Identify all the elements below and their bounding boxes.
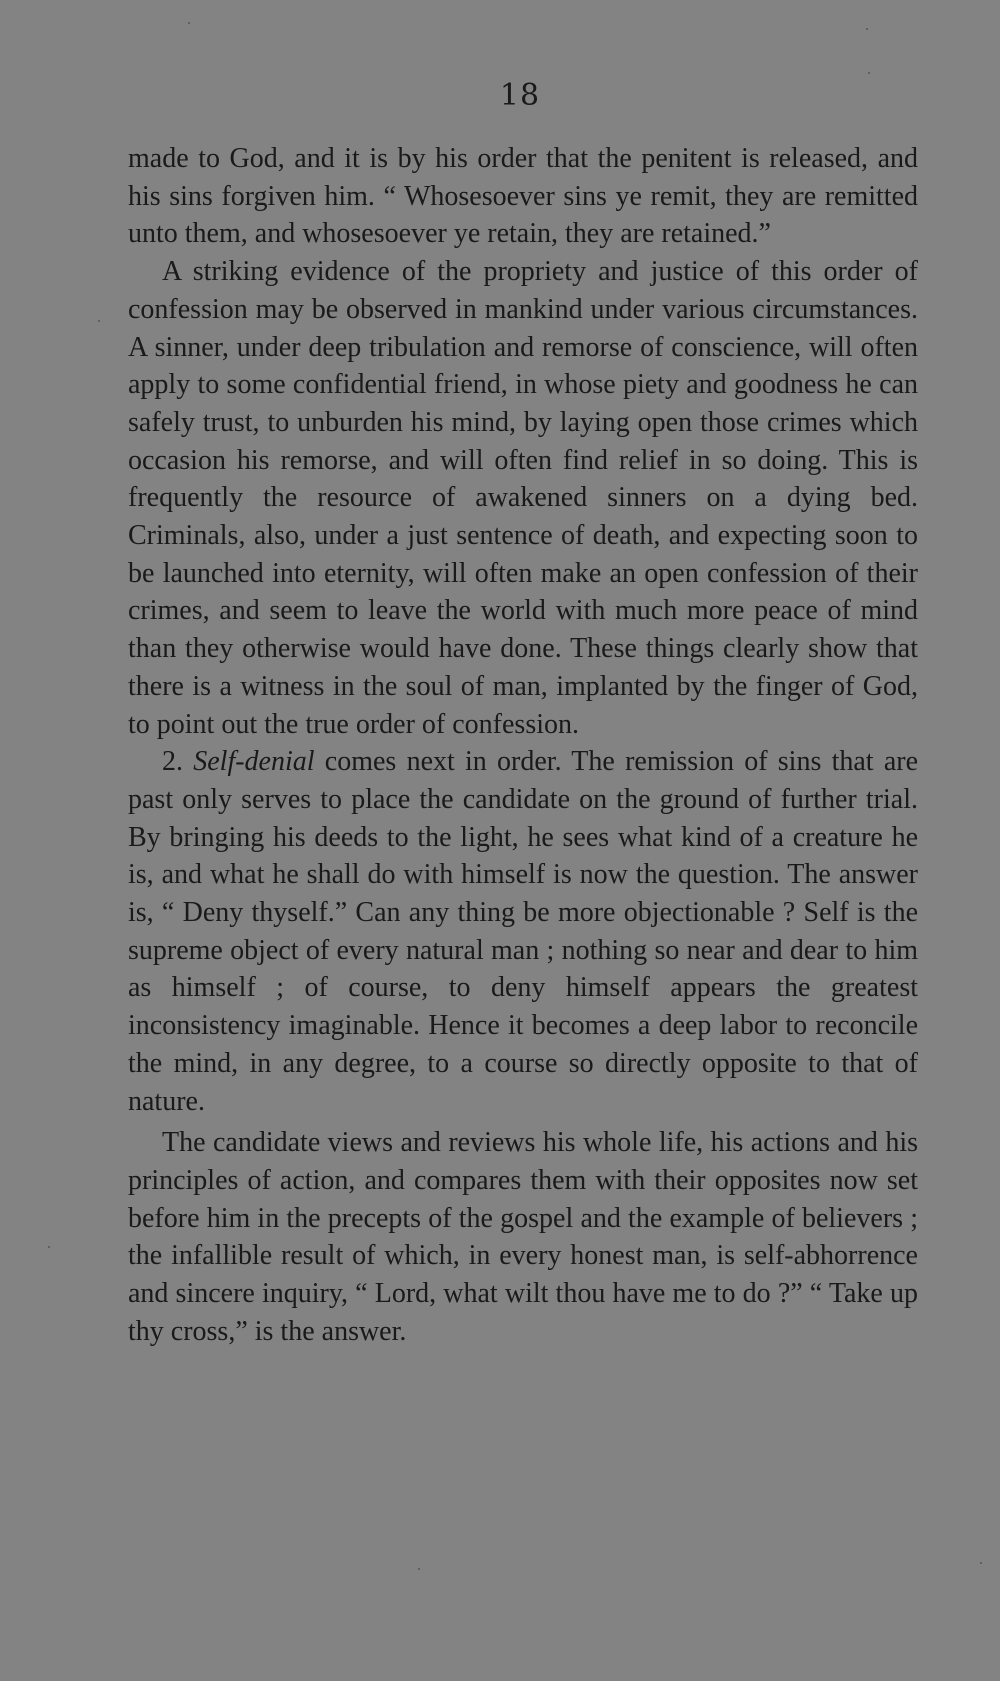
section-number: 2. (162, 746, 183, 778)
scan-speck (868, 72, 870, 74)
paragraph-striking-evidence: A striking evidence of the propriety and justice of this order of confession may be observed in mankind under various circumstances. A sinner, under deep tribulation and remorse of conscience, will often apply to some confidential friend, in whose piety and goodness he can safely trust, to unburden his mind, by laying open those crimes which occasion his remorse, and will often find relief in so doing. This is frequently the resource of awakened sinners on a dying bed. Criminals, also, under a just sentence of death, and expecting soon to be launched into eternity, will often make an open confession of their crimes, and seem to leave the world with much more peace of mind than they otherwise would have done. These things clearly show that there is a witness in the soul of man, implanted by the finger of God, to point out the true order of confession. (128, 256, 918, 740)
paragraph-continuation: made to God, and it is by his order that the penitent is released, and his sins forgiven him. “ Whosesoever sins ye remit, they are remitted unto them, and whosesoever ye retain, they are retained.” (128, 143, 918, 250)
scan-speck (188, 22, 190, 24)
page-number: 18 (499, 78, 541, 113)
section-body: comes next in order. The remission of sins that are past only serves to place the candidate on the ground of further trial. By bringing his deeds to the light, he sees what kind of a creature he is, and what he shall do with himself is now the question. The answer is, “ Deny thyself.” Can any thing be more objectionable ? Self is the supreme object of every natural man ; nothing so near and dear to him as himself ; of course, to deny himself appears the greatest inconsistency imaginable. Hence it becomes a deep labor to reconcile the mind, in any degree, to a course so directly opposite to that of nature. (128, 746, 919, 1117)
scan-speck (48, 1246, 50, 1248)
paragraph-self-denial (128, 743, 918, 1120)
paragraph-candidate-views: The candidate views and reviews his whole life, his actions and his principles of action, and compares them with their opposites now set before him in the precepts of the gospel and the example of believers ; the infallible result of which, in every honest man, is self-abhorrence and sincere inquiry, “ Lord, what wilt thou have me to do ?” “ Take up thy cross,” is the answer. (128, 1127, 918, 1347)
body-text (128, 140, 918, 1351)
section-heading-italic: Self-denial (193, 746, 315, 778)
scan-speck (98, 320, 100, 322)
scan-speck (418, 1568, 420, 1570)
scan-speck (866, 28, 868, 30)
scan-speck (980, 1562, 982, 1564)
